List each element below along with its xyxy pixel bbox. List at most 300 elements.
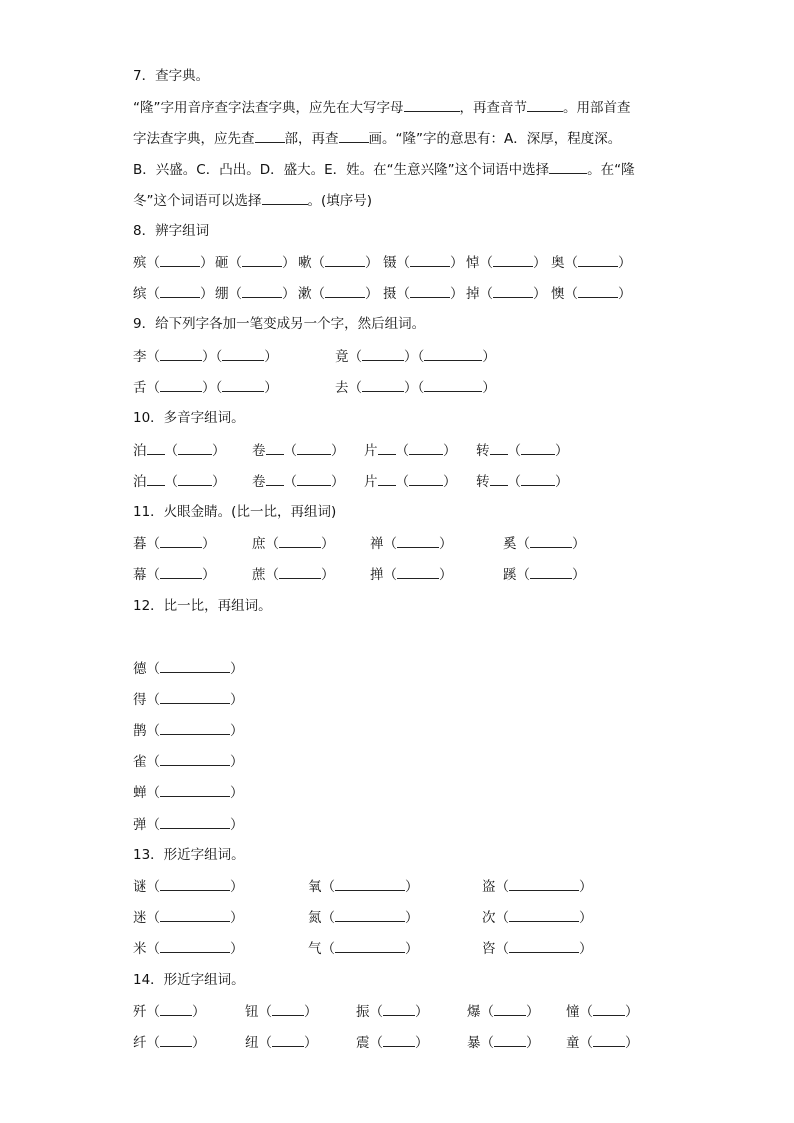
paren-open: （ xyxy=(348,380,362,396)
answer-blank[interactable] xyxy=(493,252,533,267)
q12-item xyxy=(133,751,244,771)
q14-item xyxy=(566,1032,639,1052)
paren-open: （ xyxy=(495,910,509,926)
q14-item xyxy=(467,1001,540,1021)
character: 德 xyxy=(133,661,147,677)
paren-close: ） xyxy=(625,1035,639,1051)
paren-close: ） xyxy=(230,785,244,801)
paren-close: ） xyxy=(264,349,278,365)
paren-close: ） xyxy=(192,1004,206,1020)
character: 童 xyxy=(566,1035,580,1051)
character: 悼 xyxy=(466,255,480,271)
q10-item xyxy=(133,440,226,460)
pinyin-blank[interactable] xyxy=(378,440,396,455)
q13-item xyxy=(308,938,419,958)
character: 咨 xyxy=(482,941,496,957)
character: 幕 xyxy=(133,567,147,583)
answer-blank[interactable] xyxy=(335,876,405,891)
character: 殡 xyxy=(133,255,147,271)
q13-item xyxy=(482,938,593,958)
character: 镊 xyxy=(383,255,397,271)
q7-title: 7．查字典。 xyxy=(133,68,210,84)
answer-blank[interactable] xyxy=(383,1032,415,1047)
answer-blank[interactable] xyxy=(272,1032,304,1047)
paren-close: ） xyxy=(618,286,632,302)
q7-blank-choice-1[interactable] xyxy=(549,159,587,174)
answer-blank[interactable] xyxy=(521,440,555,455)
q8-item xyxy=(551,283,632,303)
q14-item xyxy=(245,1032,318,1052)
paren-close: ） xyxy=(555,443,569,459)
q10-item xyxy=(364,471,457,491)
paren-open: （ xyxy=(311,286,325,302)
q8-item xyxy=(298,283,379,303)
paren-open: （ xyxy=(480,1004,494,1020)
paren-open: （ xyxy=(369,1004,383,1020)
paren-close: ） xyxy=(572,567,586,583)
q10-item xyxy=(476,440,569,460)
paren-close: ） xyxy=(321,567,335,583)
q7-blank-strokes[interactable] xyxy=(339,128,369,143)
pinyin-blank[interactable] xyxy=(266,471,284,486)
pinyin-blank[interactable] xyxy=(147,440,165,455)
character: 振 xyxy=(356,1004,370,1020)
q11-item xyxy=(370,564,453,584)
paren-close: ） xyxy=(439,536,453,552)
paren-open: （ xyxy=(215,349,223,365)
answer-blank[interactable] xyxy=(593,1001,625,1016)
paren-open: （ xyxy=(146,754,160,770)
q7-line-3: B．兴盛。C．凸出。D．盛大。E．姓。在“生意兴隆”这个词语中选择 。在“隆 xyxy=(133,159,635,179)
paren-close: ） xyxy=(526,1004,540,1020)
character: 盗 xyxy=(482,879,496,895)
paren-open: （ xyxy=(395,474,409,490)
paren-open: （ xyxy=(480,1035,494,1051)
answer-blank[interactable] xyxy=(362,346,404,361)
q12-item xyxy=(133,814,244,834)
paren-close: ） xyxy=(202,536,216,552)
paren-open: （ xyxy=(579,1035,593,1051)
paren-close: ） xyxy=(533,286,547,302)
answer-blank[interactable] xyxy=(297,471,331,486)
answer-blank[interactable] xyxy=(279,564,321,579)
answer-blank[interactable] xyxy=(494,1001,526,1016)
q11-item xyxy=(370,533,453,553)
character: 蔗 xyxy=(252,567,266,583)
paren-close: ） xyxy=(192,1035,206,1051)
q12-item xyxy=(133,689,244,709)
pinyin-blank[interactable] xyxy=(378,471,396,486)
paren-close: ） xyxy=(572,536,586,552)
character: 泊 xyxy=(133,474,147,490)
paren-close: ） xyxy=(331,443,345,459)
paren-close: ） xyxy=(415,1035,429,1051)
paren-close: ） xyxy=(202,349,216,365)
paren-open: （ xyxy=(479,255,493,271)
paren-open: （ xyxy=(507,474,521,490)
paren-close: ） xyxy=(202,380,216,396)
paren-open: （ xyxy=(265,536,279,552)
q12-item xyxy=(133,782,244,802)
q12-item xyxy=(133,720,244,740)
paren-close: ） xyxy=(200,255,214,271)
paren-close: ） xyxy=(230,661,244,677)
answer-blank[interactable] xyxy=(297,440,331,455)
q13-item xyxy=(482,907,593,927)
q7-line-1: “隆”字用音序查字法查字典，应先在大写字母 ，再查音节 。用部首查 xyxy=(133,97,631,117)
paren-close: ） xyxy=(230,692,244,708)
q7-blank-radical[interactable] xyxy=(255,128,285,143)
answer-blank[interactable] xyxy=(160,689,230,704)
character: 片 xyxy=(364,474,378,490)
answer-blank[interactable] xyxy=(521,471,555,486)
paren-close: ） xyxy=(405,879,419,895)
answer-blank[interactable] xyxy=(362,377,404,392)
q8-item xyxy=(133,252,214,272)
q7-line-4: 冬”这个词语可以选择 。(填序号) xyxy=(133,190,372,210)
q11-item xyxy=(252,533,335,553)
character: 歼 xyxy=(133,1004,147,1020)
paren-open: （ xyxy=(146,723,160,739)
answer-blank[interactable] xyxy=(178,471,212,486)
paren-open: （ xyxy=(146,536,160,552)
paren-open: （ xyxy=(146,910,160,926)
answer-blank[interactable] xyxy=(160,377,202,392)
paren-close: ） xyxy=(482,380,496,396)
q12-title: 12．比一比，再组词。 xyxy=(133,598,272,614)
paren-open: （ xyxy=(228,286,242,302)
character: 谜 xyxy=(133,879,147,895)
paren-close: ） xyxy=(304,1004,318,1020)
answer-blank[interactable] xyxy=(160,876,230,891)
answer-blank[interactable] xyxy=(160,751,230,766)
q14-item xyxy=(356,1001,429,1021)
character: 漱 xyxy=(298,286,312,302)
pinyin-blank[interactable] xyxy=(490,440,508,455)
answer-blank[interactable] xyxy=(493,283,533,298)
character: 爆 xyxy=(467,1004,481,1020)
answer-blank[interactable] xyxy=(410,283,450,298)
paren-open: （ xyxy=(516,536,530,552)
paren-close: ） xyxy=(212,443,226,459)
q11-title: 11．火眼金睛。(比一比，再组词) xyxy=(133,504,337,520)
paren-close: ） xyxy=(230,817,244,833)
answer-blank[interactable] xyxy=(242,283,282,298)
answer-blank[interactable] xyxy=(530,564,572,579)
character: 舌 xyxy=(133,380,147,396)
paren-close: ） xyxy=(618,255,632,271)
character: 李 xyxy=(133,349,147,365)
q8-item xyxy=(383,252,464,272)
paren-open: （ xyxy=(396,255,410,271)
q13-item xyxy=(133,876,244,896)
answer-blank[interactable] xyxy=(578,252,618,267)
character: 砸 xyxy=(215,255,229,271)
paren-open: （ xyxy=(369,1035,383,1051)
paren-open: （ xyxy=(348,349,362,365)
paren-close: ） xyxy=(230,910,244,926)
answer-blank[interactable] xyxy=(160,658,230,673)
paren-open: （ xyxy=(283,443,297,459)
paren-open: （ xyxy=(258,1035,272,1051)
character: 摄 xyxy=(383,286,397,302)
character: 憧 xyxy=(566,1004,580,1020)
paren-open: （ xyxy=(495,879,509,895)
paren-open: （ xyxy=(321,910,335,926)
character: 米 xyxy=(133,941,147,957)
character: 绷 xyxy=(215,286,229,302)
paren-close: ） xyxy=(331,474,345,490)
answer-blank[interactable] xyxy=(222,346,264,361)
paren-open: （ xyxy=(146,941,160,957)
answer-blank[interactable] xyxy=(409,440,443,455)
character: 蝉 xyxy=(133,785,147,801)
paren-open: （ xyxy=(146,567,160,583)
character: 得 xyxy=(133,692,147,708)
paren-close: ） xyxy=(579,910,593,926)
character: 氮 xyxy=(308,910,322,926)
paren-open: （ xyxy=(495,941,509,957)
paren-close: ） xyxy=(365,255,379,271)
q8-item xyxy=(383,283,464,303)
q10-item xyxy=(364,440,457,460)
q14-title: 14．形近字组词。 xyxy=(133,972,245,988)
paren-open: （ xyxy=(146,1035,160,1051)
answer-blank[interactable] xyxy=(325,283,365,298)
answer-blank[interactable] xyxy=(494,1032,526,1047)
q8-item xyxy=(215,252,296,272)
answer-blank[interactable] xyxy=(160,720,230,735)
answer-blank[interactable] xyxy=(160,938,230,953)
paren-close: ） xyxy=(304,1035,318,1051)
character: 纤 xyxy=(133,1035,147,1051)
character: 缤 xyxy=(133,286,147,302)
paren-close: ） xyxy=(230,941,244,957)
answer-blank[interactable] xyxy=(160,1032,192,1047)
answer-blank[interactable] xyxy=(530,533,572,548)
paren-close: ） xyxy=(450,286,464,302)
q13-item xyxy=(133,907,244,927)
answer-blank[interactable] xyxy=(272,1001,304,1016)
character: 卷 xyxy=(252,474,266,490)
character: 奥 xyxy=(551,255,565,271)
paren-open: （ xyxy=(283,474,297,490)
pinyin-blank[interactable] xyxy=(147,471,165,486)
character: 禅 xyxy=(370,536,384,552)
paren-close: ） xyxy=(625,1004,639,1020)
character: 掉 xyxy=(466,286,480,302)
answer-blank[interactable] xyxy=(160,782,230,797)
q10-item xyxy=(252,471,345,491)
q14-item xyxy=(245,1001,318,1021)
q11-item xyxy=(252,564,335,584)
answer-blank[interactable] xyxy=(335,907,405,922)
q10-item xyxy=(252,440,345,460)
paren-close: ） xyxy=(526,1035,540,1051)
q7-blank-choice-2[interactable] xyxy=(262,190,308,205)
q7-blank-syllable[interactable] xyxy=(527,97,563,112)
q7-line-2: 字法查字典，应先查 部，再查 画。“隆”字的意思有：A．深厚，程度深。 xyxy=(133,128,621,148)
answer-blank[interactable] xyxy=(397,533,439,548)
character: 弹 xyxy=(133,817,147,833)
q11-item xyxy=(503,533,586,553)
paren-open: （ xyxy=(516,567,530,583)
paren-open: （ xyxy=(164,474,178,490)
answer-blank[interactable] xyxy=(160,564,202,579)
answer-blank[interactable] xyxy=(424,377,482,392)
answer-blank[interactable] xyxy=(222,377,264,392)
q9-title: 9．给下列字各加一笔变成另一个字，然后组词。 xyxy=(133,316,426,332)
answer-blank[interactable] xyxy=(409,471,443,486)
paren-open: （ xyxy=(479,286,493,302)
character: 蹊 xyxy=(503,567,517,583)
answer-blank[interactable] xyxy=(160,346,202,361)
paren-open: （ xyxy=(383,536,397,552)
paren-close: ） xyxy=(579,941,593,957)
q14-item xyxy=(133,1001,206,1021)
q9-item xyxy=(133,346,278,366)
paren-open: （ xyxy=(146,879,160,895)
answer-blank[interactable] xyxy=(593,1032,625,1047)
paren-close: ） xyxy=(365,286,379,302)
paren-open: （ xyxy=(146,817,160,833)
paren-close: ） xyxy=(443,474,457,490)
q14-item xyxy=(467,1032,540,1052)
q8-item xyxy=(551,252,632,272)
q14-item xyxy=(133,1032,206,1052)
paren-open: （ xyxy=(146,349,160,365)
q11-item xyxy=(503,564,586,584)
paren-close: ） xyxy=(230,754,244,770)
character: 纽 xyxy=(245,1035,259,1051)
paren-open: （ xyxy=(228,255,242,271)
paren-close: ） xyxy=(282,255,296,271)
paren-open: （ xyxy=(311,255,325,271)
q13-item xyxy=(133,938,244,958)
paren-open: （ xyxy=(321,941,335,957)
q9-item xyxy=(133,377,278,397)
q8-item xyxy=(298,252,379,272)
paren-close: ） xyxy=(230,879,244,895)
paren-open: （ xyxy=(321,879,335,895)
pinyin-blank[interactable] xyxy=(266,440,284,455)
q14-item xyxy=(566,1001,639,1021)
paren-open: （ xyxy=(146,1004,160,1020)
character: 震 xyxy=(356,1035,370,1051)
paren-close: ） xyxy=(264,380,278,396)
answer-blank[interactable] xyxy=(160,533,202,548)
answer-blank[interactable] xyxy=(410,252,450,267)
paren-open: （ xyxy=(507,443,521,459)
pinyin-blank[interactable] xyxy=(490,471,508,486)
paren-open: （ xyxy=(146,692,160,708)
paren-open: （ xyxy=(164,443,178,459)
character: 奚 xyxy=(503,536,517,552)
q11-item xyxy=(133,564,216,584)
character: 卷 xyxy=(252,443,266,459)
q10-item xyxy=(476,471,569,491)
q9-item xyxy=(335,377,496,397)
q10-title: 10．多音字组词。 xyxy=(133,410,245,426)
q11-item xyxy=(133,533,216,553)
answer-blank[interactable] xyxy=(279,533,321,548)
paren-close: ） xyxy=(579,879,593,895)
q9-item xyxy=(335,346,496,366)
paren-open: （ xyxy=(146,286,160,302)
answer-blank[interactable] xyxy=(160,907,230,922)
answer-blank[interactable] xyxy=(160,252,200,267)
paren-open: （ xyxy=(146,785,160,801)
character: 转 xyxy=(476,474,490,490)
paren-close: ） xyxy=(482,349,496,365)
answer-blank[interactable] xyxy=(509,938,579,953)
character: 次 xyxy=(482,910,496,926)
paren-close: ） xyxy=(405,910,419,926)
character: 暴 xyxy=(467,1035,481,1051)
q8-item xyxy=(466,283,547,303)
answer-blank[interactable] xyxy=(160,814,230,829)
answer-blank[interactable] xyxy=(383,1001,415,1016)
q12-item xyxy=(133,658,244,678)
answer-blank[interactable] xyxy=(335,938,405,953)
paren-close: ） xyxy=(321,536,335,552)
character: 嗽 xyxy=(298,255,312,271)
answer-blank[interactable] xyxy=(160,1001,192,1016)
paren-close: ） xyxy=(405,941,419,957)
answer-blank[interactable] xyxy=(578,283,618,298)
answer-blank[interactable] xyxy=(325,252,365,267)
character: 雀 xyxy=(133,754,147,770)
character: 竟 xyxy=(335,349,349,365)
answer-blank[interactable] xyxy=(509,876,579,891)
answer-blank[interactable] xyxy=(509,907,579,922)
q8-item xyxy=(133,283,214,303)
paren-close: ） xyxy=(555,474,569,490)
paren-close: ） xyxy=(450,255,464,271)
paren-close: ） xyxy=(443,443,457,459)
paren-open: （ xyxy=(215,380,223,396)
character: 钮 xyxy=(245,1004,259,1020)
paren-open: （ xyxy=(265,567,279,583)
paren-open: （ xyxy=(146,661,160,677)
q13-item xyxy=(308,907,419,927)
answer-blank[interactable] xyxy=(397,564,439,579)
paren-open: （ xyxy=(146,255,160,271)
paren-close: ） xyxy=(282,286,296,302)
answer-blank[interactable] xyxy=(424,346,482,361)
q13-item xyxy=(308,876,419,896)
character: 迷 xyxy=(133,910,147,926)
paren-open: （ xyxy=(383,567,397,583)
q13-item xyxy=(482,876,593,896)
q10-item xyxy=(133,471,226,491)
q7-blank-letter[interactable] xyxy=(404,97,460,112)
paren-close: ） xyxy=(404,349,418,365)
answer-blank[interactable] xyxy=(178,440,212,455)
q8-item xyxy=(215,283,296,303)
paren-close: ） xyxy=(200,286,214,302)
paren-open: （ xyxy=(564,255,578,271)
paren-open: （ xyxy=(417,349,425,365)
paren-open: （ xyxy=(258,1004,272,1020)
answer-blank[interactable] xyxy=(242,252,282,267)
character: 气 xyxy=(308,941,322,957)
character: 暮 xyxy=(133,536,147,552)
character: 转 xyxy=(476,443,490,459)
paren-open: （ xyxy=(417,380,425,396)
answer-blank[interactable] xyxy=(160,283,200,298)
paren-open: （ xyxy=(396,286,410,302)
